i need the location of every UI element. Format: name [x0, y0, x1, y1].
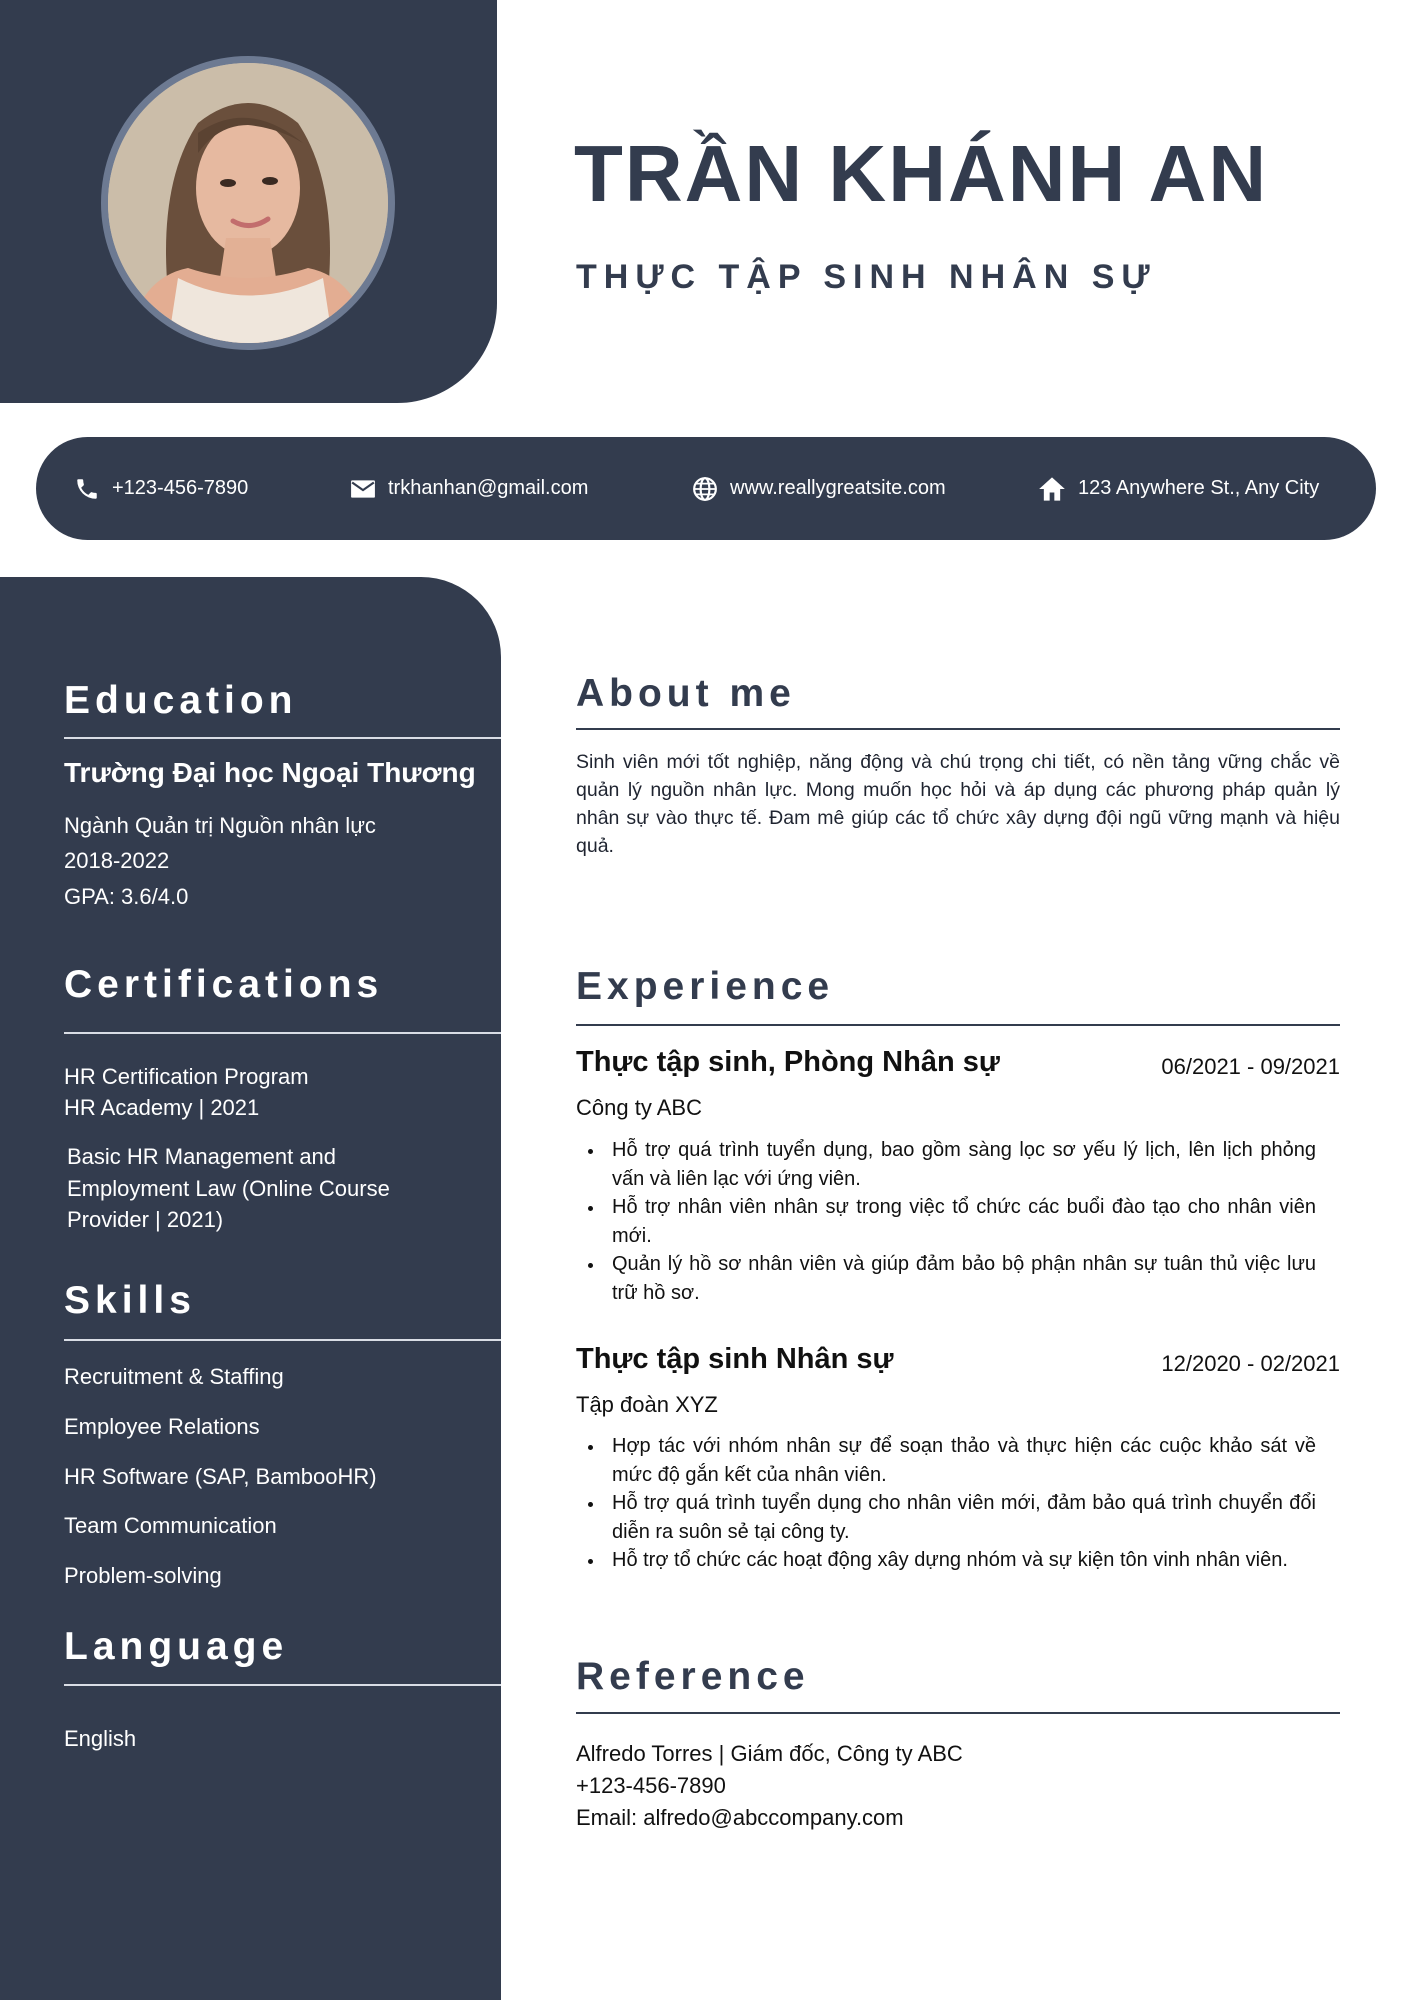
language-heading: Language	[64, 1625, 289, 1668]
reference-heading: Reference	[576, 1655, 810, 1698]
candidate-name: TRẦN KHÁNH AN	[574, 129, 1269, 218]
cert-line: Basic HR Management and	[67, 1144, 337, 1169]
job-company: Tập đoàn XYZ	[576, 1392, 718, 1417]
skill-item: HR Software (SAP, BambooHR)	[64, 1464, 377, 1489]
website-text[interactable]: www.reallygreatsite.com	[730, 477, 946, 499]
divider	[576, 1024, 1340, 1026]
divider	[64, 1339, 501, 1341]
skills-heading: Skills	[64, 1279, 196, 1322]
email-icon	[350, 478, 376, 500]
list-item: Hỗ trợ tổ chức các hoạt động xây dựng nhóm và sự kiện tôn vinh nhân viên.	[612, 1546, 1316, 1575]
reference-name: Alfredo Torres | Giám đốc, Công ty ABC	[576, 1741, 963, 1766]
contact-website	[692, 437, 946, 540]
phone-icon	[74, 475, 100, 503]
school-name: Trường Đại học Ngoại Thương	[64, 757, 476, 788]
list-item: Hợp tác với nhóm nhân sự để soạn thảo và thực hiện các cuộc khảo sát về mức độ gắn kết của nhân viên.	[612, 1432, 1316, 1489]
skill-item: Recruitment & Staffing	[64, 1364, 284, 1389]
job-company: Công ty ABC	[576, 1095, 702, 1120]
list-item: Quản lý hồ sơ nhân viên và giúp đảm bảo bộ phận nhân sự tuân thủ việc lưu trữ hồ sơ.	[612, 1250, 1316, 1307]
cert-line: Provider | 2021)	[67, 1207, 224, 1232]
globe-icon	[692, 476, 718, 502]
cert-line: HR Certification Program	[64, 1064, 309, 1089]
list-item: Hỗ trợ quá trình tuyển dụng cho nhân viên mới, đảm bảo quá trình chuyển đổi diễn ra suôn sẻ tại công ty.	[612, 1489, 1316, 1546]
reference-email[interactable]: Email: alfredo@abccompany.com	[576, 1805, 904, 1830]
divider	[64, 1684, 501, 1686]
reference-phone: +123-456-7890	[576, 1773, 726, 1798]
about-heading: About me	[576, 672, 796, 715]
cert-line: Employment Law (Online Course	[67, 1176, 390, 1201]
cert-line: HR Academy | 2021	[64, 1095, 260, 1120]
contact-email	[350, 437, 588, 540]
certifications-heading: Certifications	[64, 963, 384, 1006]
job-title: THỰC TẬP SINH NHÂN SỰ	[576, 258, 1157, 296]
list-item: Hỗ trợ nhân viên nhân sự trong việc tổ chức các buổi đào tạo cho nhân viên mới.	[612, 1193, 1316, 1250]
job-title: Thực tập sinh Nhân sự	[576, 1343, 894, 1375]
profile-photo	[101, 56, 395, 350]
divider	[64, 1032, 501, 1034]
experience-heading: Experience	[576, 965, 835, 1008]
divider	[64, 737, 501, 739]
contact-address	[1038, 437, 1319, 540]
contact-phone	[74, 437, 248, 540]
major: Ngành Quản trị Nguồn nhân lực	[64, 813, 376, 838]
list-item: Hỗ trợ quá trình tuyển dụng, bao gồm sàng lọc sơ yếu lý lịch, lên lịch phỏng vấn và liên lạc với ứng viên.	[612, 1136, 1316, 1193]
job-bullets	[612, 1136, 1316, 1307]
divider	[576, 728, 1340, 730]
contact-bar	[36, 437, 1376, 540]
home-icon	[1038, 475, 1066, 503]
job-title: Thực tập sinh, Phòng Nhân sự	[576, 1046, 1000, 1078]
years: 2018-2022	[64, 848, 170, 873]
address-text: 123 Anywhere St., Any City	[1078, 477, 1320, 499]
job-dates: 06/2021 - 09/2021	[1161, 1054, 1340, 1079]
gpa: GPA: 3.6/4.0	[64, 884, 189, 909]
job-dates: 12/2020 - 02/2021	[1161, 1351, 1340, 1376]
skill-item: Team Communication	[64, 1513, 277, 1538]
education-heading: Education	[64, 679, 298, 722]
divider	[576, 1712, 1340, 1714]
language-item: English	[64, 1726, 137, 1751]
job-bullets	[612, 1432, 1316, 1575]
skill-item: Problem-solving	[64, 1563, 222, 1588]
email-text[interactable]: trkhanhan@gmail.com	[388, 477, 589, 499]
about-text: Sinh viên mới tốt nghiệp, năng động và chú trọng chi tiết, có nền tảng vững chắc về quản lý nguồn nhân lực. Mong muốn học hỏi và áp dụng các phương pháp quản lý nhân sự vào thực tế. Đam mê giúp các tổ chức xây dựng đội ngũ vững mạnh và hiệu quả.	[576, 751, 1340, 857]
skill-item: Employee Relations	[64, 1414, 260, 1439]
phone-text: +123-456-7890	[112, 477, 249, 499]
